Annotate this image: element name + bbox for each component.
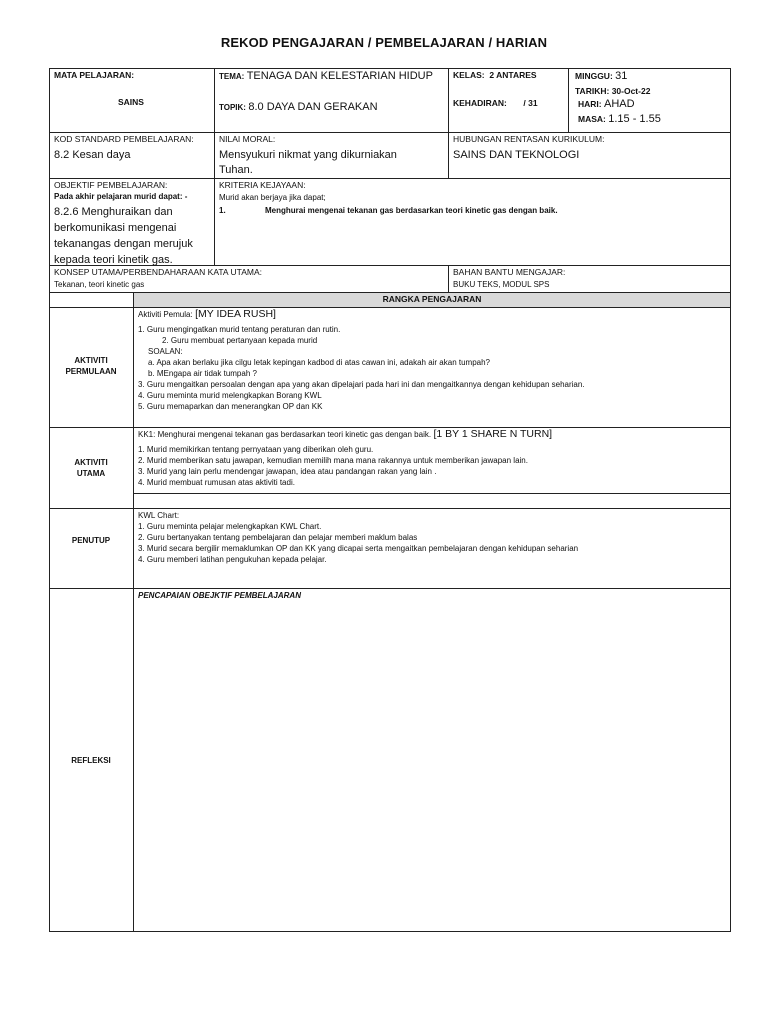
tema-field [219, 71, 433, 82]
kriteria-item-number: 1. [219, 206, 226, 215]
kod-standard-label: KOD STANDARD PEMBELAJARAN: [54, 134, 194, 144]
kehadiran-value: / 31 [523, 98, 538, 108]
topik-value: 8.0 DAYA DAN GERAKAN [248, 101, 378, 113]
objektif-line-1: 8.2.6 Menghuraikan dan [54, 206, 173, 218]
penutup-step: 3. Murid secara bergilir memaklumkan OP dan KK yang dicapai serta mengaitkan pembelajaran dengan kehidupan seharian [138, 544, 579, 553]
konsep-label: KONSEP UTAMA/PERBENDAHARAAN KATA UTAMA: [54, 267, 262, 277]
bahan-value: BUKU TEKS, MODUL SPS [453, 280, 550, 289]
penutup-steps [138, 510, 578, 565]
tarikh-value: 30-Oct-22 [611, 86, 651, 96]
nilai-moral-value-line1: Mensyukuri nikmat yang dikurniakan [219, 149, 397, 161]
objektif-line-4: kepada teori kinetik gas. [54, 254, 173, 266]
permulaan-step: 3. Guru mengaitkan persoalan dengan apa yang akan dipelajari pada hari ini dan mengaitkannya dengan kehidupan seharian. [138, 380, 585, 389]
permulaan-step: a. Apa akan berlaku jika cilgu letak kepingan kadbod di atas cawan ini, adakah air akan tumpah? [148, 358, 491, 367]
kelas-label: KELAS: [453, 70, 485, 80]
bahan-label: BAHAN BANTU MENGAJAR: [453, 267, 566, 277]
hubungan-label: HUBUNGAN RENTASAN KURIKULUM: [453, 134, 605, 144]
utama-label: AKTIVITI UTAMA [74, 458, 108, 478]
permulaan-steps [138, 324, 585, 412]
objektif-line-3: tekanangas dengan merujuk [54, 238, 193, 250]
aktiviti-pemula-prefix: Aktiviti Pemula: [138, 310, 193, 319]
penutup-step: 4. Guru memberi latihan pengukuhan kepada pelajar. [138, 555, 327, 564]
permulaan-label: AKTIVITI PERMULAAN [65, 356, 117, 376]
penutup-step: KWL Chart: [138, 511, 180, 520]
rangka-pengajaran-header: RANGKA PENGAJARAN [382, 294, 482, 304]
topik-field [219, 102, 378, 113]
hari-label: HARI: [578, 99, 602, 109]
utama-step: 2. Murid memberikan satu jawapan, kemudian memilih mana mana rakannya untuk memberikan jawapan lain. [138, 456, 528, 465]
tarikh-label: TARIKH: [575, 86, 610, 96]
kriteria-item: Menghurai mengenai tekanan gas berdasarkan teori kinetic gas dengan baik. [265, 206, 558, 215]
hari-value: AHAD [603, 98, 635, 110]
utama-steps [138, 444, 528, 488]
utama-step: 4. Murid membuat rumusan atas aktiviti tadi. [138, 478, 295, 487]
tarikh-field [575, 86, 650, 97]
masa-field [578, 114, 661, 125]
tema-label: TEMA: [219, 72, 245, 81]
aktiviti-pemula-name: [MY IDEA RUSH] [195, 308, 276, 320]
minggu-field [575, 71, 627, 82]
kriteria-sub: Murid akan berjaya jika dapat; [219, 193, 326, 202]
tema-value: TENAGA DAN KELESTARIAN HIDUP [246, 70, 433, 82]
utama-step: 3. Murid yang lain perlu mendengar jawapan, idea atau pandangan rakan yang lain . [138, 467, 437, 476]
refleksi-heading: PENCAPAIAN OBEJKTIF PEMBELAJARAN [138, 591, 301, 600]
minggu-label: MINGGU: [575, 71, 613, 81]
kriteria-label: KRITERIA KEJAYAAN: [219, 180, 306, 190]
masa-value: 1.15 - 1.55 [608, 113, 661, 125]
refleksi-label: REFLEKSI [71, 756, 111, 765]
page-title: REKOD PENGAJARAN / PEMBELAJARAN / HARIAN [220, 35, 548, 50]
penutup-step: 1. Guru meminta pelajar melengkapkan KWL Chart. [138, 522, 322, 531]
utama-kk-line: KK1: Menghurai mengenai tekanan gas berdasarkan teori kinetic gas dengan baik. [138, 430, 432, 439]
kehadiran-label: KEHADIRAN: [453, 98, 507, 108]
nilai-moral-value-line2: Tuhan. [219, 164, 253, 176]
hari-field [578, 99, 635, 110]
kelas-field [453, 70, 537, 81]
nilai-moral-label: NILAI MORAL: [219, 134, 276, 144]
permulaan-step: 1. Guru mengingatkan murid tentang peraturan dan rutin. [138, 325, 341, 334]
permulaan-step: SOALAN: [148, 347, 183, 356]
topik-label: TOPIK: [219, 103, 246, 112]
objektif-sub: Pada akhir pelajaran murid dapat: - [54, 192, 188, 201]
konsep-value: Tekanan, teori kinetic gas [54, 280, 145, 289]
objektif-line-2: berkomunikasi mengenai [54, 222, 177, 234]
permulaan-step: 5. Guru memaparkan dan menerangkan OP dan KK [138, 402, 323, 411]
permulaan-aktiviti-pemula [138, 309, 276, 320]
kelas-value: 2 ANTARES [489, 70, 537, 80]
hubungan-value: SAINS DAN TEKNOLOGI [453, 149, 580, 161]
mata-pelajaran-label: MATA PELAJARAN: [54, 70, 135, 80]
permulaan-step: 4. Guru meminta murid melengkapkan Borang KWL [138, 391, 322, 400]
penutup-label: PENUTUP [71, 536, 111, 545]
penutup-step: 2. Guru bertanyakan tentang pembelajaran dan pelajar memberi maklum balas [138, 533, 418, 542]
kehadiran-field [453, 98, 538, 109]
utama-kk [138, 429, 552, 440]
objektif-label: OBJEKTIF PEMBELAJARAN: [54, 180, 168, 190]
minggu-value: 31 [615, 70, 628, 82]
kod-standard-value: 8.2 Kesan daya [54, 149, 131, 161]
permulaan-step: b. MEngapa air tidak tumpah ? [148, 369, 257, 378]
permulaan-step: 2. Guru membuat pertanyaan kepada murid [162, 336, 318, 345]
utama-step: 1. Murid memikirkan tentang pernyataan yang diberikan oleh guru. [138, 445, 374, 454]
masa-label: MASA: [578, 114, 606, 124]
mata-pelajaran-value: SAINS [118, 97, 144, 107]
utama-kk-tag: [1 BY 1 SHARE N TURN] [433, 428, 553, 440]
